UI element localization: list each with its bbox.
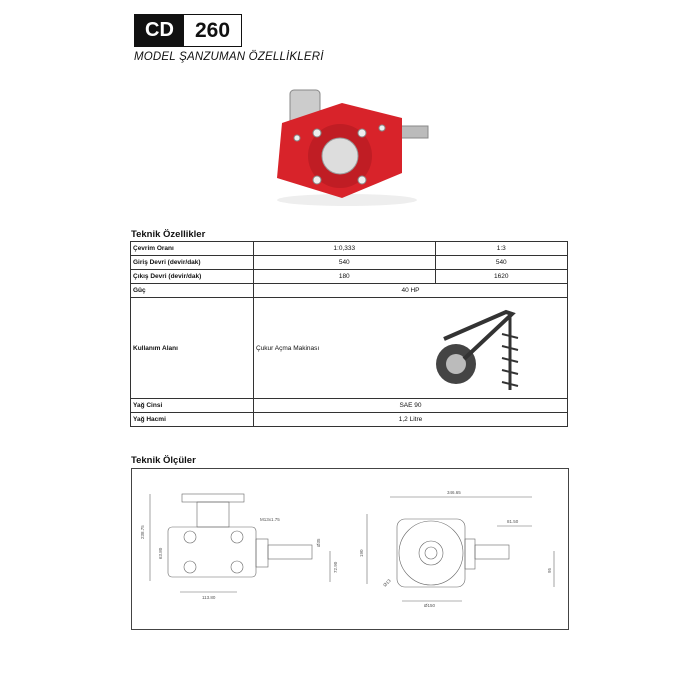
dim-label: Ø13 bbox=[382, 578, 392, 588]
dim-label: 72.90 bbox=[333, 561, 338, 573]
dim-label: 113.80 bbox=[202, 595, 216, 600]
dim-label: 238.75 bbox=[140, 525, 145, 539]
dim-label: 81.50 bbox=[507, 519, 519, 524]
table-row bbox=[131, 298, 568, 399]
auger-illustration bbox=[434, 304, 524, 392]
row-label: Çıkış Devri (devir/dak) bbox=[131, 270, 254, 284]
row-value: 1620 bbox=[435, 270, 567, 284]
row-value: 540 bbox=[254, 256, 436, 270]
row-value: 40 HP bbox=[254, 284, 568, 298]
row-value: 1:3 bbox=[435, 242, 567, 256]
gearbox-image bbox=[262, 78, 432, 208]
dim-label: 190 bbox=[359, 549, 364, 557]
table-row bbox=[131, 256, 568, 270]
model-number: 260 bbox=[194, 18, 231, 42]
dim-label: Ø35 bbox=[316, 538, 321, 547]
row-label: Yağ Cinsi bbox=[131, 399, 254, 413]
usage-cell bbox=[254, 298, 568, 399]
dim-label: 346.65 bbox=[447, 490, 461, 495]
row-label: Kullanım Alanı bbox=[131, 298, 254, 399]
dimensions-title: Teknik Ölçüler bbox=[131, 455, 196, 466]
front-view bbox=[367, 497, 554, 601]
dim-label: M13x1.75 bbox=[260, 517, 280, 522]
row-label: Güç bbox=[131, 284, 254, 298]
specs-title: Teknik Özellikler bbox=[131, 229, 206, 240]
model-prefix: CD bbox=[135, 15, 184, 46]
dim-label: 95 bbox=[547, 567, 552, 573]
row-value: 180 bbox=[254, 270, 436, 284]
row-value: Çukur Açma Makinası bbox=[256, 344, 320, 352]
dim-label: Ø150 bbox=[424, 603, 436, 608]
dim-label: 63.80 bbox=[158, 547, 163, 559]
row-value: 1,2 Litre bbox=[254, 413, 568, 427]
row-value: SAE 90 bbox=[254, 399, 568, 413]
row-label: Yağ Hacmi bbox=[131, 413, 254, 427]
table-row bbox=[131, 399, 568, 413]
row-label: Giriş Devri (devir/dak) bbox=[131, 256, 254, 270]
subtitle: MODEL ŞANZUMAN ÖZELLİKLERİ bbox=[134, 51, 324, 63]
table-row bbox=[131, 413, 568, 427]
specs-table bbox=[130, 241, 568, 427]
table-row bbox=[131, 270, 568, 284]
row-label: Çevrim Oranı bbox=[131, 242, 254, 256]
model-header bbox=[134, 14, 242, 47]
row-value: 1:0,333 bbox=[254, 242, 436, 256]
table-row bbox=[131, 284, 568, 298]
technical-drawing bbox=[131, 468, 569, 630]
row-value: 540 bbox=[435, 256, 567, 270]
side-view bbox=[150, 494, 330, 592]
table-row bbox=[131, 242, 568, 256]
